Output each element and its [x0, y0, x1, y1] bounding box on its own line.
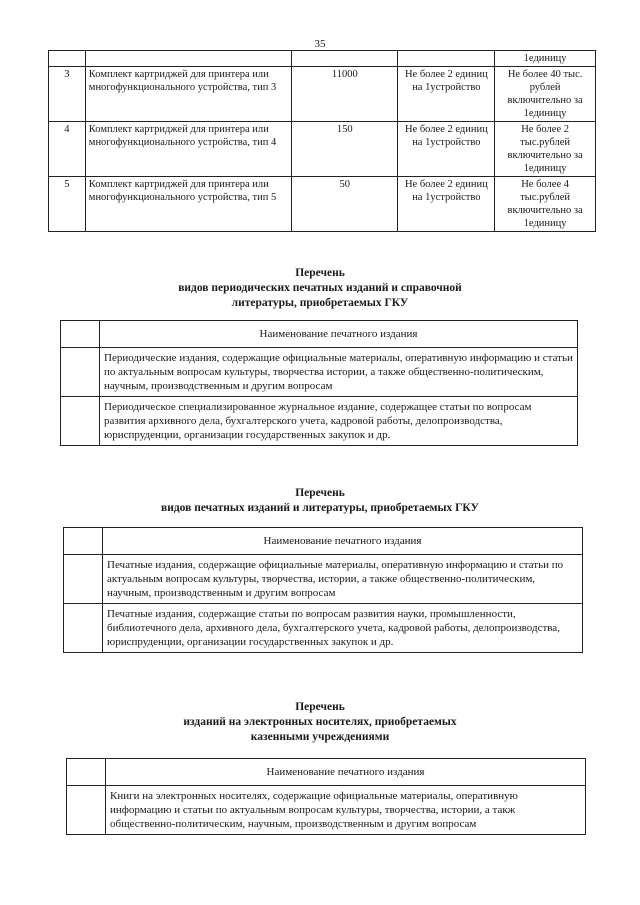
item-quantity: 150	[292, 122, 398, 177]
heading-line: литературы, приобретаемых ГКУ	[231, 297, 409, 309]
item-price: Не более 2 тыс.рублей включительно за 1единицу	[495, 122, 596, 177]
item-name: Комплект картриджей для принтера или многофункционального устройства, тип 5	[85, 177, 291, 232]
heading-line: изданий на электронных носителях, приобретаемых	[183, 716, 457, 728]
table-cell	[64, 555, 103, 604]
item-name: Комплект картриджей для принтера или многофункционального устройства, тип 4	[85, 122, 291, 177]
item-price: Не более 4 тыс.рублей включительно за 1единицу	[495, 177, 596, 232]
table-header-row	[61, 321, 578, 348]
list-item: Книги на электронных носителях, содержащие официальные материалы, оперативную информацию и статьи по актуальным вопросам культуры, творчества, истории, а такж общественно-политическим, научным, производственным и другим вопросам	[106, 786, 586, 835]
table-cell-price: 1единицу	[495, 51, 596, 67]
table-cell	[292, 51, 398, 67]
section-heading-periodicals	[0, 266, 640, 311]
table-cell	[398, 51, 495, 67]
table-row	[61, 348, 578, 397]
table-cell	[67, 759, 106, 786]
item-norm: Не более 2 единиц на 1устройство	[398, 177, 495, 232]
section-heading-electronic	[0, 700, 640, 745]
table-row	[64, 604, 583, 653]
table-cell	[64, 528, 103, 555]
table-row	[49, 177, 596, 232]
heading-line: видов печатных изданий и литературы, приобретаемых ГКУ	[161, 502, 479, 514]
list-item: Печатные издания, содержащие статьи по вопросам развития науки, промышленности, библиотечного дела, архивного дела, бухгалтерского учета, кадровой работы, делопроизводства, юриспруденции, организации государственных закупок и др.	[103, 604, 583, 653]
table-row	[49, 51, 596, 67]
item-quantity: 11000	[292, 67, 398, 122]
row-number: 4	[49, 122, 86, 177]
item-quantity: 50	[292, 177, 398, 232]
item-price: Не более 40 тыс. рублей включительно за 1единицу	[495, 67, 596, 122]
column-header: Наименование печатного издания	[106, 759, 586, 786]
column-header: Наименование печатного издания	[103, 528, 583, 555]
printed-editions-table	[63, 527, 583, 653]
equipment-norms-table	[48, 50, 596, 232]
table-row	[64, 555, 583, 604]
periodicals-table	[60, 320, 578, 446]
list-item: Периодическое специализированное журнальное издание, содержащее статьи по вопросам развития архивного дела, бухгалтерского учета, кадровой работы, делопроизводства, юриспруденции, организации государственных закупок и др.	[100, 397, 578, 446]
list-item: Печатные издания, содержащие официальные материалы, оперативную информацию и статьи по актуальным вопросам культуры, творчества, истории, а также общественно-политическим, научным, производственным и другим вопросам	[103, 555, 583, 604]
section-heading-printed	[0, 486, 640, 516]
row-number: 3	[49, 67, 86, 122]
heading-line: Перечень	[295, 267, 345, 279]
electronic-editions-table	[66, 758, 586, 835]
table-cell	[61, 321, 100, 348]
row-number: 5	[49, 177, 86, 232]
table-cell	[49, 51, 86, 67]
table-row	[61, 397, 578, 446]
table-cell	[61, 397, 100, 446]
table-cell	[85, 51, 291, 67]
column-header: Наименование печатного издания	[100, 321, 578, 348]
heading-line: видов периодических печатных изданий и справочной	[178, 282, 462, 294]
table-cell	[64, 604, 103, 653]
table-header-row	[67, 759, 586, 786]
list-item: Периодические издания, содержащие официальные материалы, оперативную информацию и статьи по актуальным вопросам культуры, творчества истории, а также общественно-политическим, научным, производственным и другим вопросам	[100, 348, 578, 397]
table-cell	[67, 786, 106, 835]
table-header-row	[64, 528, 583, 555]
item-name: Комплект картриджей для принтера или многофункционального устройства, тип 3	[85, 67, 291, 122]
table-row	[67, 786, 586, 835]
heading-line: Перечень	[295, 487, 345, 499]
table-row	[49, 67, 596, 122]
heading-line: казенными учреждениями	[250, 731, 390, 743]
heading-line: Перечень	[295, 701, 345, 713]
table-row	[49, 122, 596, 177]
table-cell	[61, 348, 100, 397]
item-norm: Не более 2 единиц на 1устройство	[398, 122, 495, 177]
item-norm: Не более 2 единиц на 1устройство	[398, 67, 495, 122]
page-number: 35	[314, 38, 326, 50]
